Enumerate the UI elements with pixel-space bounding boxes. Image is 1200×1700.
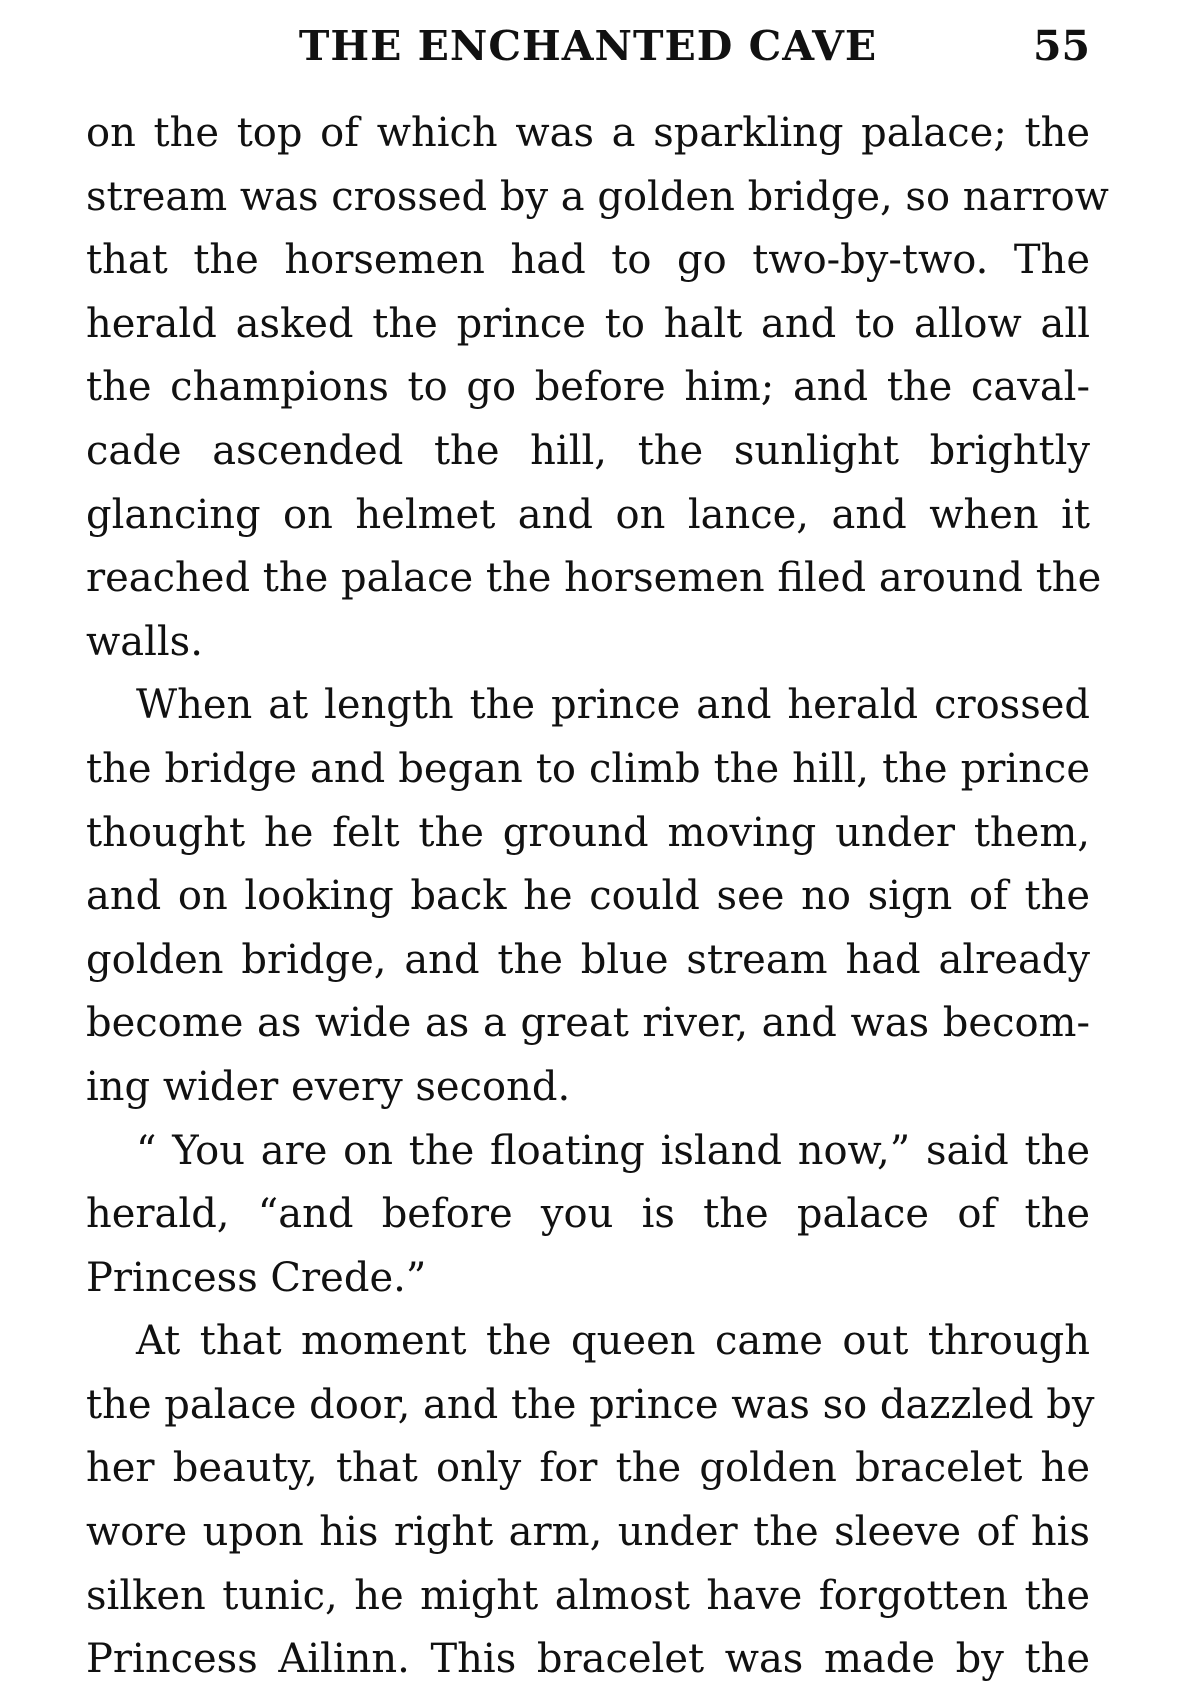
text-line: silken tunic, he might almost have forgotten the [86, 1572, 1090, 1619]
text-line: the bridge and began to climb the hill, the prince [86, 745, 1090, 792]
text-line: ing wider every second. [86, 1063, 571, 1110]
paragraph-start-line: At that moment the queen came out through [136, 1318, 1090, 1365]
text-line: that the horsemen had to go two-by-two. The [86, 237, 1090, 284]
text-line: herald, “and before you is the palace of the [86, 1191, 1090, 1238]
text-line: on the top of which was a sparkling palace; the [86, 110, 1090, 156]
paragraph-start-line: “ You are on the floating island now,” said the [136, 1127, 1090, 1174]
page-header [86, 14, 1090, 78]
text-line: Princess Crede.” [86, 1254, 427, 1301]
text-line: the palace door, and the prince was so dazzled by [86, 1381, 1095, 1428]
text-line: walls. [86, 618, 203, 665]
text-line: and on looking back he could see no sign of the [86, 873, 1090, 920]
text-line: cade ascended the hill, the sunlight brightly [86, 427, 1090, 474]
text-line: reached the palace the horsemen filed around the [86, 555, 1102, 602]
text-line: wore upon his right arm, under the sleeve of his [86, 1509, 1090, 1556]
text-line: become as wide as a great river, and was becom- [86, 1000, 1090, 1047]
text-line: her beauty, that only for the golden bracelet he [86, 1445, 1090, 1492]
body-text [86, 102, 1109, 1692]
text-line: golden bridge, and the blue stream had already [86, 936, 1090, 983]
running-title: THE ENCHANTED CAVE [298, 22, 878, 70]
paragraph-start-line: When at length the prince and herald crossed [136, 682, 1090, 729]
page-number: 55 [1032, 22, 1090, 70]
text-line: glancing on helmet and on lance, and when it [86, 491, 1090, 538]
text-line: the champions to go before him; and the caval- [86, 364, 1090, 411]
text-line: thought he felt the ground moving under them, [86, 809, 1090, 856]
text-line: Princess Ailinn. This bracelet was made by the [86, 1636, 1090, 1683]
text-line: stream was crossed by a golden bridge, so narrow [86, 173, 1109, 220]
text-line: herald asked the prince to halt and to allow all [86, 300, 1090, 347]
